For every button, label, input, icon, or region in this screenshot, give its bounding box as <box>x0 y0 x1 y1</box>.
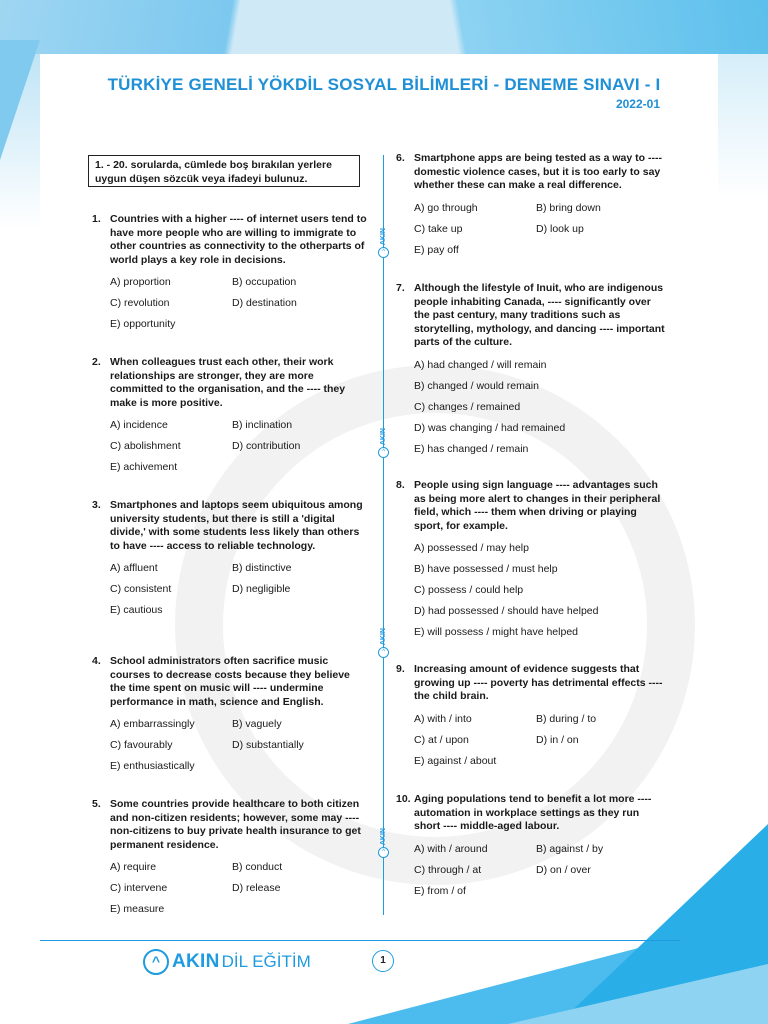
question-stem: Aging populations tend to benefit a lot more ---- automation in workplace settings as they run short ---- middle-aged labour. <box>414 793 652 832</box>
column-divider <box>383 155 384 915</box>
option-e[interactable]: E) has changed / remain <box>414 442 529 455</box>
option-a[interactable]: A) proportion <box>110 276 171 288</box>
divider-label: AKIN <box>380 228 387 246</box>
option-a[interactable]: A) affluent <box>110 562 158 574</box>
akin-logo-icon: ^ <box>378 247 389 258</box>
option-d[interactable]: D) contribution <box>232 440 301 452</box>
option-e[interactable]: E) enthusiastically <box>110 760 195 772</box>
left-decor-strip <box>0 54 40 1024</box>
question-number: 2. <box>92 356 101 368</box>
option-b[interactable]: B) distinctive <box>232 562 292 574</box>
question-9 <box>396 663 668 768</box>
option-c[interactable]: C) revolution <box>110 297 170 309</box>
option-c[interactable]: C) through / at <box>414 863 482 876</box>
question-number: 4. <box>92 655 101 667</box>
divider-label: AKIN <box>380 428 387 446</box>
left-decor-triangle <box>0 40 40 160</box>
option-b[interactable]: B) bring down <box>536 201 601 214</box>
divider-label: AKIN <box>380 628 387 646</box>
question-2 <box>92 356 367 474</box>
option-b[interactable]: B) against / by <box>536 842 604 855</box>
option-e[interactable]: E) will possess / might have helped <box>414 626 578 638</box>
question-stem: Smartphones and laptops seem ubiquitous among university students, but there is still a 'digital divide,' with some students less likely than others to have ---- access to reliable technology. <box>110 499 363 552</box>
option-d[interactable]: D) negligible <box>232 583 291 595</box>
akin-logo-icon: ^ <box>378 447 389 458</box>
option-e[interactable]: E) pay off <box>414 243 459 256</box>
question-stem: Countries with a higher ---- of internet users tend to have more people who are willing to immigrate to other countries as connectivity to the otherparts of world plays a key role in decisions. <box>110 213 367 266</box>
question-stem: Although the lifestyle of Inuit, who are indigenous people inhabiting Canada, ---- significantly over the past century, many traditions such as storytelling, mythology, and dancing ---- important parts of the culture. <box>414 282 665 348</box>
footer-brand: AKIN <box>172 951 220 972</box>
question-stem: Some countries provide healthcare to both citizen and non-citizen residents; however, some may ---- non-citizens to buy private health insurance to get permanent residence. <box>110 798 361 851</box>
option-c[interactable]: C) possess / could help <box>414 584 524 596</box>
question-8 <box>396 479 668 639</box>
option-d[interactable]: D) substantially <box>232 739 304 751</box>
exam-year: 2022-01 <box>615 97 660 111</box>
option-a[interactable]: A) with / into <box>414 712 472 725</box>
question-5 <box>92 798 367 916</box>
option-b[interactable]: B) during / to <box>536 712 597 725</box>
option-b[interactable]: B) vaguely <box>232 718 282 730</box>
option-d[interactable]: D) destination <box>232 297 297 309</box>
option-b[interactable]: B) changed / would remain <box>414 379 539 392</box>
akin-logo-icon: ^ <box>378 847 389 858</box>
option-d[interactable]: D) release <box>232 882 281 894</box>
instructions-box: 1. - 20. sorularda, cümlede boş bırakılan yerlere uygun düşen sözcük veya ifadeyi bulunuz. <box>88 155 360 187</box>
question-3 <box>92 499 367 617</box>
option-a[interactable]: A) incidence <box>110 419 168 431</box>
option-a[interactable]: A) possessed / may help <box>414 542 529 554</box>
option-e[interactable]: E) opportunity <box>110 318 176 330</box>
option-e[interactable]: E) achivement <box>110 461 178 473</box>
page-number: 1 <box>372 950 394 972</box>
option-d[interactable]: D) on / over <box>536 863 591 876</box>
option-c[interactable]: C) favourably <box>110 739 173 751</box>
option-e[interactable]: E) measure <box>110 903 165 915</box>
option-e[interactable]: E) cautious <box>110 604 163 616</box>
question-number: 3. <box>92 499 101 511</box>
akin-logo-icon: ^ <box>143 949 169 975</box>
option-c[interactable]: C) changes / remained <box>414 400 521 413</box>
option-a[interactable]: A) embarrassingly <box>110 718 195 730</box>
option-a[interactable]: A) with / around <box>414 842 488 855</box>
question-number: 9. <box>396 663 405 675</box>
option-c[interactable]: C) take up <box>414 222 463 235</box>
akin-logo-icon: ^ <box>378 647 389 658</box>
option-d[interactable]: D) in / on <box>536 733 579 746</box>
option-b[interactable]: B) have possessed / must help <box>414 563 558 575</box>
option-b[interactable]: B) conduct <box>232 861 283 873</box>
footer-brand-suffix: DİL EĞİTİM <box>221 952 311 971</box>
question-number: 6. <box>396 152 405 164</box>
option-d[interactable]: D) was changing / had remained <box>414 421 566 434</box>
option-d[interactable]: D) look up <box>536 222 584 235</box>
divider-mark <box>376 228 391 258</box>
question-number: 7. <box>396 282 405 294</box>
question-stem: School administrators often sacrifice music courses to decrease costs because they believe the time spent on music will ---- undermine performance in math, science and English. <box>110 655 350 708</box>
option-c[interactable]: C) consistent <box>110 583 172 595</box>
option-a[interactable]: A) require <box>110 861 157 873</box>
question-stem: People using sign language ---- advantages such as being more alert to changes in their peripheral field, which ---- them when driving or playing sport, for example. <box>414 479 661 532</box>
option-c[interactable]: C) intervene <box>110 882 168 894</box>
question-1 <box>92 213 367 331</box>
question-10 <box>396 793 668 898</box>
option-e[interactable]: E) from / of <box>414 884 466 897</box>
divider-mark <box>376 628 391 658</box>
question-stem: Increasing amount of evidence suggests that growing up ---- poverty has detrimental effects ---- the child brain. <box>414 663 663 702</box>
divider-label: AKIN <box>380 828 387 846</box>
question-6 <box>396 152 668 257</box>
question-number: 5. <box>92 798 101 810</box>
footer-line <box>40 940 680 941</box>
option-c[interactable]: C) abolishment <box>110 440 181 452</box>
option-b[interactable]: B) inclination <box>232 419 293 431</box>
question-number: 1. <box>92 213 101 225</box>
divider-mark <box>376 428 391 458</box>
divider-mark <box>376 828 391 858</box>
question-number: 10. <box>396 793 411 805</box>
bottom-decor-3 <box>508 964 768 1024</box>
question-7 <box>396 282 668 456</box>
option-a[interactable]: A) had changed / will remain <box>414 358 547 371</box>
question-number: 8. <box>396 479 405 491</box>
top-decor-right <box>0 0 768 54</box>
option-b[interactable]: B) occupation <box>232 276 297 288</box>
page-title: TÜRKİYE GENELİ YÖKDİL SOSYAL BİLİMLERİ - DENEME SINAVI - I <box>107 75 661 94</box>
option-d[interactable]: D) had possessed / should have helped <box>414 605 599 617</box>
option-e[interactable]: E) against / about <box>414 754 497 767</box>
option-c[interactable]: C) at / upon <box>414 733 469 746</box>
option-a[interactable]: A) go through <box>414 201 478 214</box>
footer-logo <box>143 949 311 975</box>
question-stem: When colleagues trust each other, their work relationships are stronger, they are more committed to the organisation, and the ---- they make is more positive. <box>110 356 346 409</box>
question-4 <box>92 655 367 773</box>
question-stem: Smartphone apps are being tested as a way to ---- domestic violence cases, but it is too early to say whether these can make a real difference. <box>414 152 662 191</box>
